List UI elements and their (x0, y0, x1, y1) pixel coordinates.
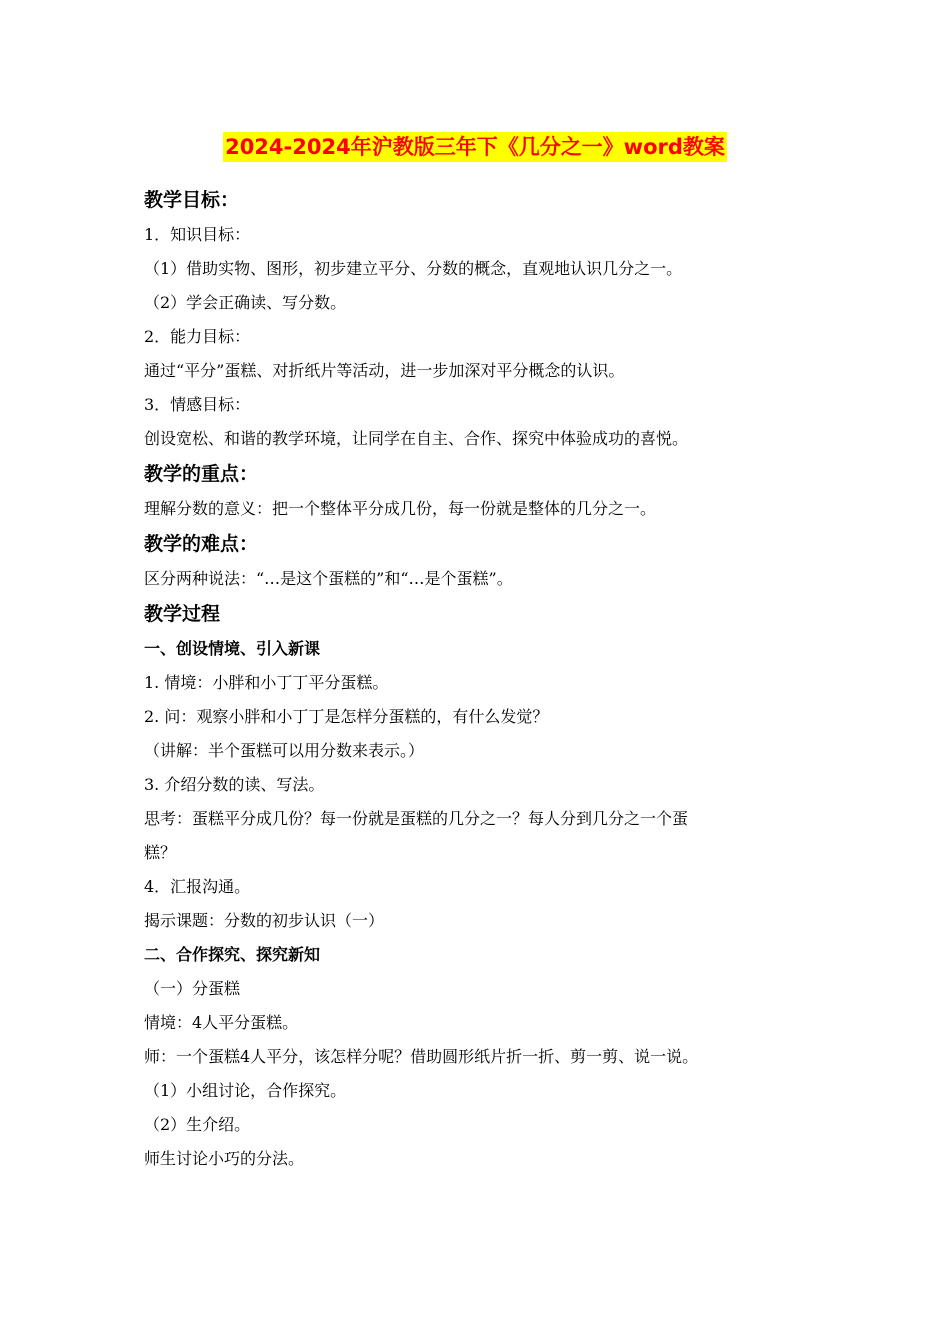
subsection-heading: 一、创设情境、引入新课 (144, 639, 321, 658)
section-heading: 教学的重点： (144, 463, 259, 485)
paragraph-line: 通过“平分”蛋糕、对折纸片等活动，进一步加深对平分概念的认识。 (144, 361, 625, 380)
paragraph-line: 师：一个蛋糕4人平分，该怎样分呢？借助圆形纸片折一折、剪一剪、说一说。 (144, 1047, 699, 1066)
paragraph-line: 2. 问：观察小胖和小丁丁是怎样分蛋糕的，有什么发觉？ (144, 707, 549, 726)
document-body (144, 182, 812, 1176)
paragraph-line: 1. 情境：小胖和小丁丁平分蛋糕。 (144, 673, 389, 692)
paragraph-line: 理解分数的意义：把一个整体平分成几份，每一份就是整体的几分之一。 (144, 499, 657, 518)
paragraph-line: 师生讨论小巧的分法。 (144, 1149, 305, 1168)
section-heading: 教学的难点： (144, 533, 259, 555)
paragraph-line: （讲解：半个蛋糕可以用分数来表示。） (144, 741, 425, 760)
paragraph-line: 糕？ (144, 843, 177, 862)
title-container (0, 132, 950, 162)
document-title: 2024-2024年沪教版三年下《几分之一》word教案 (223, 132, 727, 162)
paragraph-line: （1）借助实物、图形，初步建立平分、分数的概念，直观地认识几分之一。 (144, 259, 683, 278)
paragraph-line: 1．知识目标： (144, 225, 251, 244)
paragraph-line: 思考：蛋糕平分成几份？每一份就是蛋糕的几分之一？每人分到几分之一个蛋 (144, 809, 689, 828)
paragraph-line: 创设宽松、和谐的教学环境，让同学在自主、合作、探究中体验成功的喜悦。 (144, 429, 689, 448)
section-heading: 教学过程 (144, 603, 221, 625)
subsection-heading: 二、合作探究、探究新知 (144, 945, 321, 964)
paragraph-line: 揭示课题：分数的初步认识（一） (144, 911, 385, 930)
paragraph-line: （1）小组讨论，合作探究。 (144, 1081, 347, 1100)
paragraph-line: 情境：4人平分蛋糕。 (144, 1013, 299, 1032)
paragraph-line: 区分两种说法：“…是这个蛋糕的”和“…是个蛋糕”。 (144, 569, 513, 588)
paragraph-line: 3. 介绍分数的读、写法。 (144, 775, 325, 794)
section-heading: 教学目标： (144, 189, 240, 211)
paragraph-line: （2）生介绍。 (144, 1115, 251, 1134)
paragraph-line: （一）分蛋糕 (144, 979, 241, 998)
paragraph-line: 2．能力目标： (144, 327, 251, 346)
paragraph-line: 4．汇报沟通。 (144, 877, 251, 896)
paragraph-line: 3．情感目标： (144, 395, 251, 414)
paragraph-line: （2）学会正确读、写分数。 (144, 293, 347, 312)
